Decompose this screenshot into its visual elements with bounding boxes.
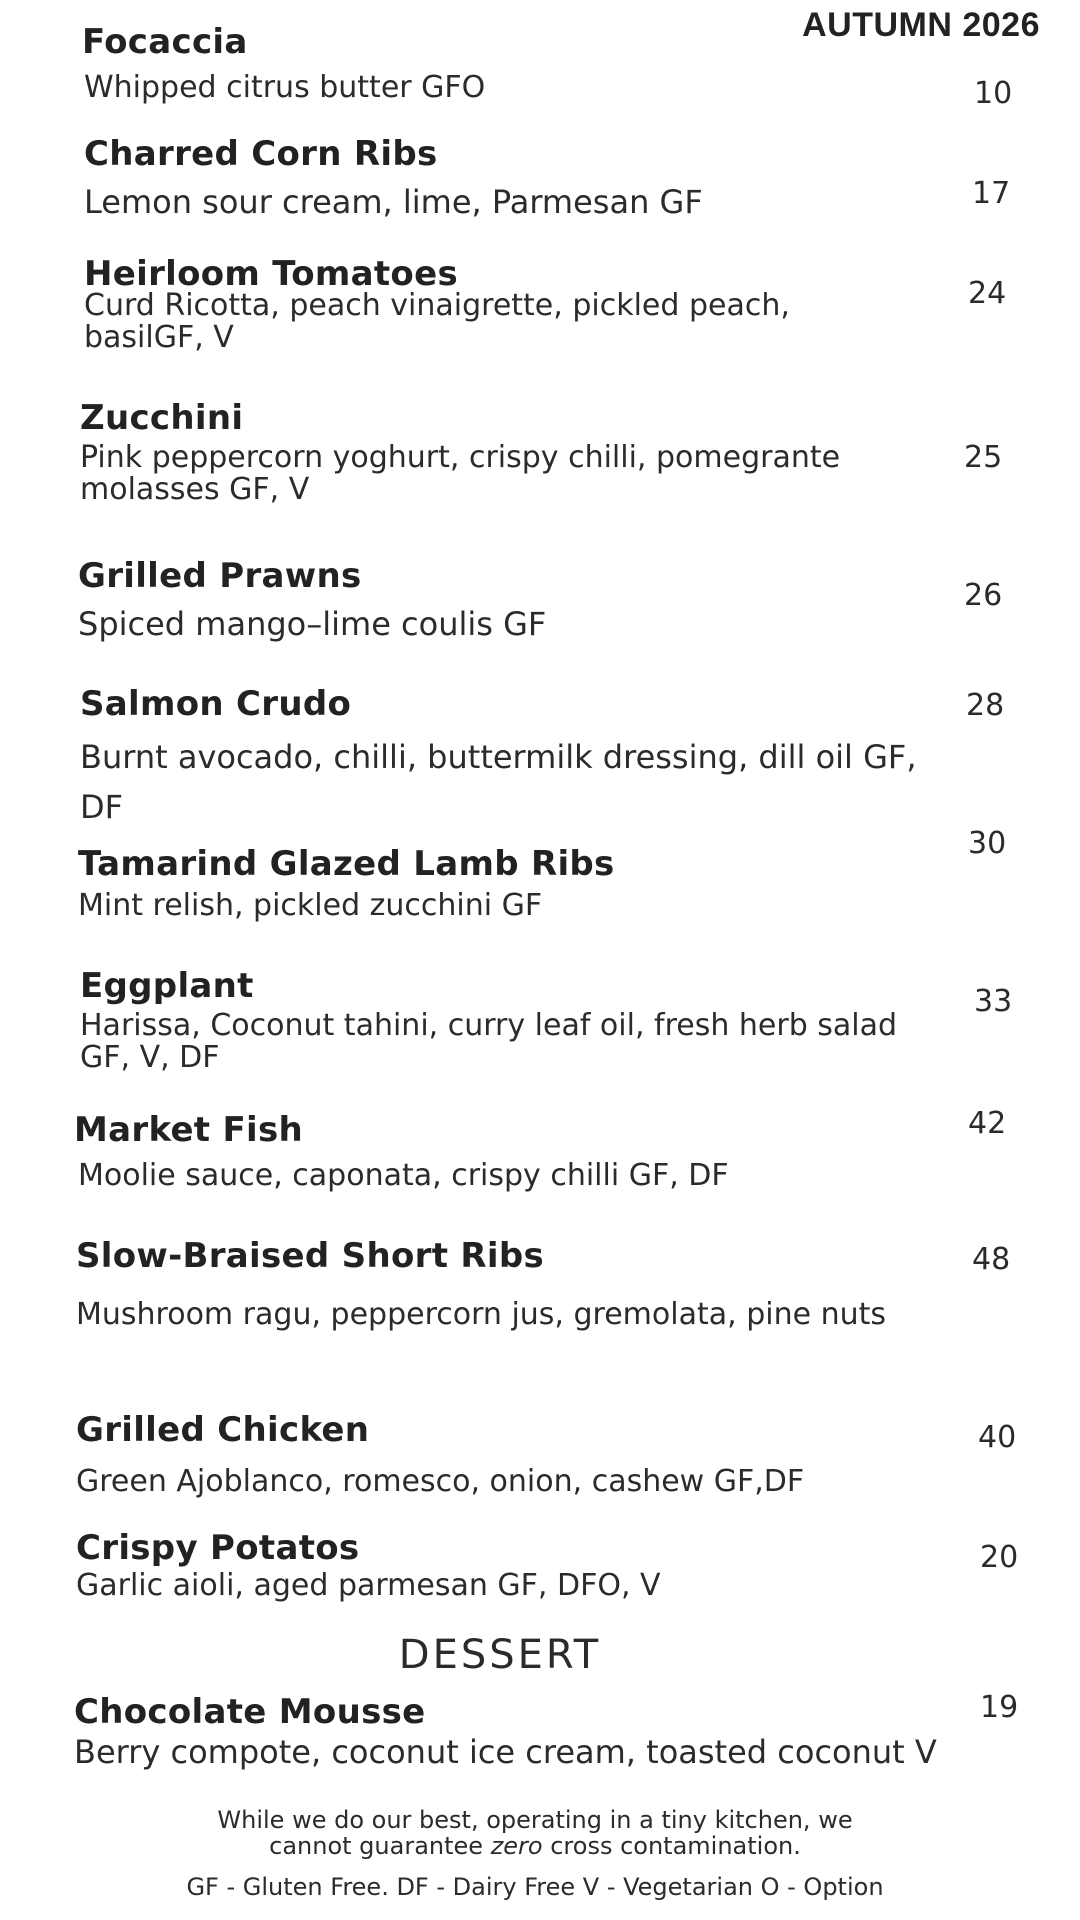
item-description: Moolie sauce, caponata, crispy chilli GF, DF — [78, 1158, 729, 1193]
item-description: Mint relish, pickled zucchini GF — [78, 888, 543, 923]
item-name: Crispy Potatos — [76, 1528, 360, 1568]
item-name: Market Fish — [74, 1110, 304, 1150]
item-price: 17 — [972, 176, 1011, 211]
disclaimer-line-2 — [0, 1833, 1070, 1859]
item-description: Green Ajoblanco, romesco, onion, cashew GF,DF — [76, 1464, 805, 1499]
item-name: Heirloom Tomatoes — [84, 254, 458, 294]
disclaimer-emphasis: zero — [490, 1832, 543, 1860]
item-description: Pink peppercorn yoghurt, crispy chilli, pomegrante molasses GF, V — [80, 440, 841, 507]
item-description: Curd Ricotta, peach vinaigrette, pickled peach, basilGF, V — [84, 288, 790, 355]
item-price: 40 — [978, 1420, 1017, 1455]
dessert-heading: DESSERT — [398, 1632, 602, 1678]
item-price: 30 — [968, 826, 1007, 861]
item-price: 19 — [980, 1690, 1019, 1725]
item-description: Burnt avocado, chilli, buttermilk dressing, dill oil GF, DF — [80, 738, 917, 826]
item-description: Spiced mango–lime coulis GF — [78, 605, 547, 643]
season-heading: AUTUMN 2026 — [802, 6, 1040, 44]
item-name: Grilled Chicken — [76, 1410, 370, 1450]
item-name: Slow-Braised Short Ribs — [76, 1236, 544, 1276]
item-price: 28 — [966, 688, 1005, 723]
cross-contamination-disclaimer — [0, 1807, 1070, 1859]
item-price: 48 — [972, 1242, 1011, 1277]
item-name: Chocolate Mousse — [74, 1692, 426, 1732]
item-name: Zucchini — [80, 398, 244, 438]
item-description: Berry compote, coconut ice cream, toasted coconut V — [74, 1733, 937, 1771]
disclaimer-line-2-start: cannot guarantee — [269, 1832, 491, 1860]
item-description: Whipped citrus butter GFO — [84, 70, 486, 105]
item-price: 24 — [968, 276, 1007, 311]
item-price: 42 — [968, 1106, 1007, 1141]
item-name: Eggplant — [80, 966, 254, 1006]
item-price: 10 — [974, 76, 1013, 111]
item-name: Salmon Crudo — [80, 684, 352, 724]
item-description: Harissa, Coconut tahini, curry leaf oil, fresh herb salad GF, V, DF — [80, 1008, 898, 1075]
item-price: 33 — [974, 984, 1013, 1019]
disclaimer-line-2-end: cross contamination. — [542, 1832, 801, 1860]
disclaimer-line-1: While we do our best, operating in a tiny kitchen, we — [217, 1806, 853, 1834]
dietary-legend: GF - Gluten Free. DF - Dairy Free V - Vegetarian O - Option — [186, 1873, 884, 1901]
item-name: Grilled Prawns — [78, 556, 362, 596]
item-name: Tamarind Glazed Lamb Ribs — [78, 844, 615, 884]
item-name: Charred Corn Ribs — [84, 134, 438, 174]
item-price: 25 — [964, 440, 1003, 475]
item-name: Focaccia — [82, 22, 248, 62]
item-description: Mushroom ragu, peppercorn jus, gremolata, pine nuts — [76, 1297, 886, 1332]
item-description: Lemon sour cream, lime, Parmesan GF — [84, 183, 703, 221]
item-price: 20 — [980, 1540, 1019, 1575]
item-price: 26 — [964, 578, 1003, 613]
item-description: Garlic aioli, aged parmesan GF, DFO, V — [76, 1568, 661, 1603]
